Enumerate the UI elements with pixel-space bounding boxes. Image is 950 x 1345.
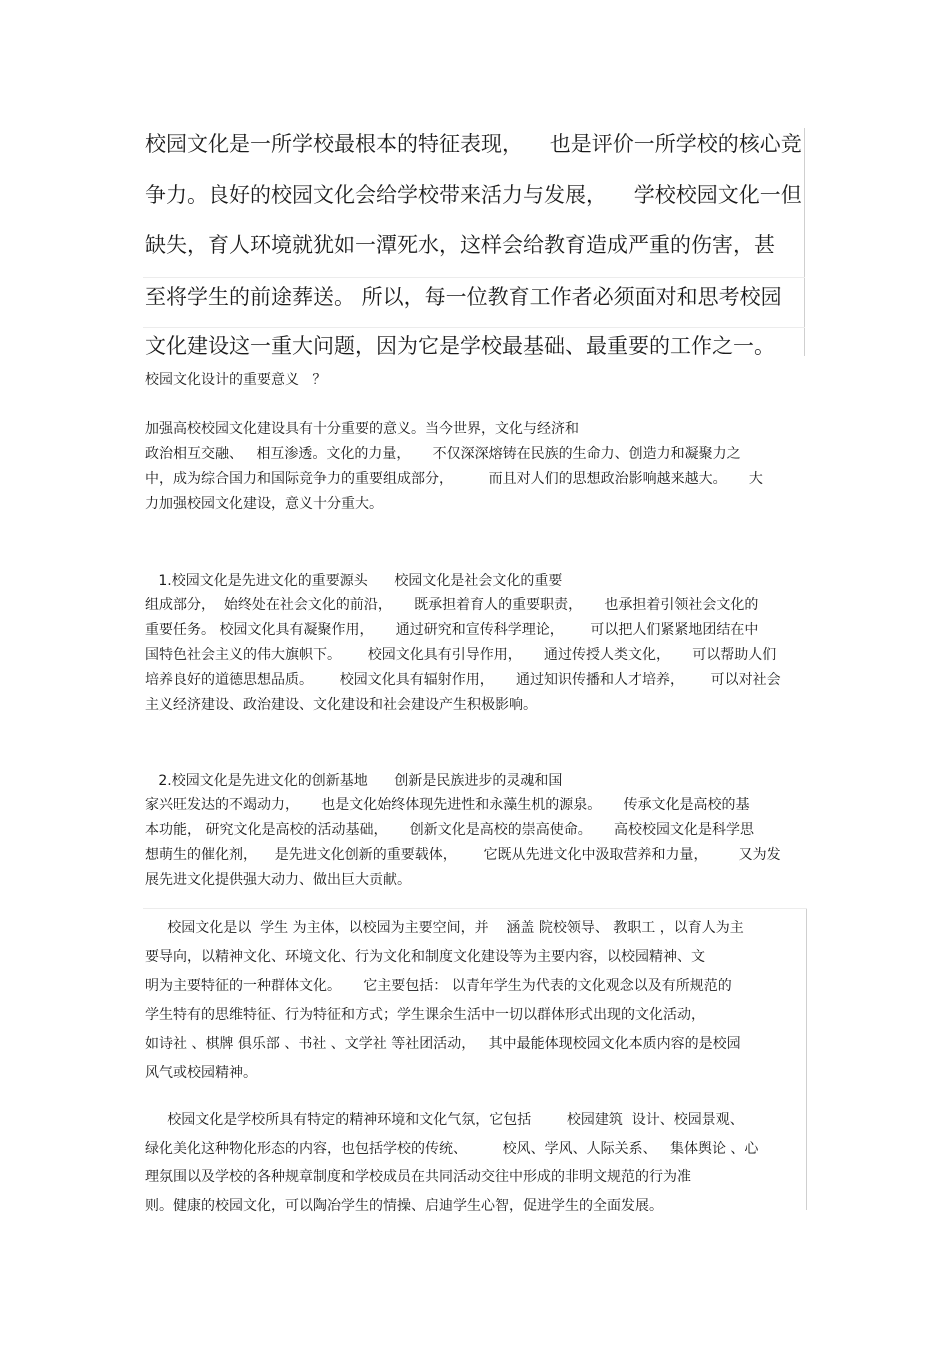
- intro-line: 争力。良好的校园文化会给学校带来活力与发展， 学校校园文化一但: [145, 183, 802, 207]
- intro-line: 校园文化是一所学校最根本的特征表现， 也是评价一所学校的核心竞: [145, 132, 802, 156]
- paragraph-line: 想萌生的催化剂， 是先进文化创新的重要载体， 它既从先进文化中汲取营养和力量， 又为发: [145, 847, 781, 863]
- paragraph-line: 如诗社 、棋牌 俱乐部 、书社 、文学社 等社团活动， 其中最能体现校园文化本质内容的是校园: [145, 1036, 741, 1052]
- paragraph-line: 则。健康的校园文化，可以陶冶学生的情操、启迪学生心智，促进学生的全面发展。: [145, 1198, 663, 1214]
- paragraph-line: 学生特有的思维特征、行为特征和方式；学生课余生活中一切以群体形式出现的文化活动，: [145, 1007, 705, 1023]
- scan-rule: [143, 908, 807, 909]
- paragraph-line: 加强高校校园文化建设具有十分重要的意义。当今世界，文化与经济和: [145, 421, 579, 437]
- paragraph-line: 重要任务。 校园文化具有凝聚作用， 通过研究和宣传科学理论， 可以把人们紧紧地团结在中: [145, 622, 759, 638]
- intro-line: 至将学生的前途葬送。 所以，每一位教育工作者必须面对和思考校园: [145, 285, 782, 309]
- paragraph-line: 2.校园文化是先进文化的创新基地 创新是民族进步的灵魂和国: [145, 773, 563, 789]
- scan-rule: [143, 277, 805, 278]
- paragraph-line: 中，成为综合国力和国际竞争力的重要组成部分， 而且对人们的思想政治影响越来越大。 大: [145, 471, 763, 487]
- paragraph-line: 校园文化是学校所具有特定的精神环境和文化气氛，它包括 校园建筑 设计、校园景观、: [145, 1112, 744, 1128]
- paragraph-line: 校园文化是以 学生 为主体，以校园为主要空间，并 涵盖 院校领导、 教职工 ，以育人为主: [145, 920, 744, 936]
- paragraph-line: 要导向，以精神文化、环境文化、行为文化和制度文化建设等为主要内容，以校园精神、文: [145, 949, 705, 965]
- paragraph-line: 本功能， 研究文化是高校的活动基础， 创新文化是高校的崇高使命。 高校校园文化是科学思: [145, 822, 754, 838]
- paragraph-line: 理氛围以及学校的各种规章制度和学校成员在共同活动交往中形成的非明文规范的行为准: [145, 1169, 691, 1185]
- paragraph-line: 明为主要特征的一种群体文化。 它主要包括： 以青年学生为代表的文化观念以及有所规范的: [145, 978, 732, 994]
- paragraph-line: 培养良好的道德思想品质。 校园文化具有辐射作用， 通过知识传播和人才培养， 可以对社会: [145, 672, 781, 688]
- intro-line: 文化建设这一重大问题，因为它是学校最基础、最重要的工作之一。: [145, 334, 775, 358]
- scan-rule: [804, 128, 805, 356]
- scan-rule: [143, 327, 805, 328]
- section-heading: 校园文化设计的重要意义 ？: [145, 372, 327, 388]
- paragraph-line: 国特色社会主义的伟大旗帜下。 校园文化具有引导作用， 通过传授人类文化， 可以帮助人们: [145, 647, 777, 663]
- paragraph-line: 家兴旺发达的不竭动力， 也是文化始终体现先进性和永藻生机的源泉。 传承文化是高校的基: [145, 797, 750, 813]
- paragraph-line: 主义经济建设、政治建设、文化建设和社会建设产生积极影响。: [145, 697, 537, 713]
- scan-rule: [806, 908, 807, 1210]
- paragraph-line: 力加强校园文化建设，意义十分重大。: [145, 496, 383, 512]
- paragraph-line: 展先进文化提供强大动力、做出巨大贡献。: [145, 872, 411, 888]
- paragraph-line: 组成部分， 始终处在社会文化的前沿， 既承担着育人的重要职责， 也承担着引领社会文化的: [145, 597, 759, 613]
- intro-line: 缺失，育人环境就犹如一潭死水，这样会给教育造成严重的伤害，甚: [145, 233, 775, 257]
- paragraph-line: 风气或校园精神。: [145, 1065, 257, 1081]
- paragraph-line: 政治相互交融、 相互渗透。文化的力量， 不仅深深熔铸在民族的生命力、创造力和凝聚力之: [145, 446, 741, 462]
- paragraph-line: 绿化美化这种物化形态的内容，也包括学校的传统、 校风、学风、人际关系、 集体舆论 、心: [145, 1141, 759, 1157]
- paragraph-line: 1.校园文化是先进文化的重要源头 校园文化是社会文化的重要: [145, 573, 563, 589]
